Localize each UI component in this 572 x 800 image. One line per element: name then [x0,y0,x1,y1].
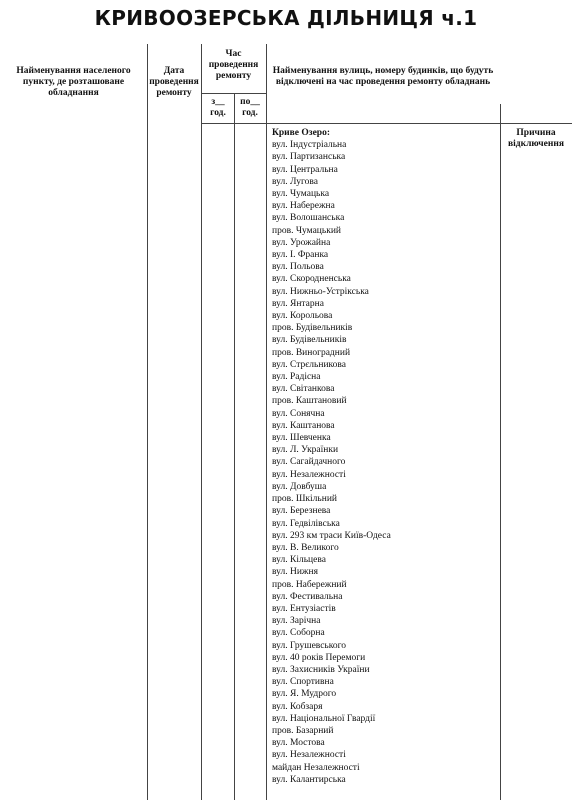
street-item: вул. Зарічна [272,616,321,627]
street-item: вул. Стрєльникова [272,359,346,370]
header-reason: Причина відключення [508,128,564,149]
column-divider [234,93,235,800]
header-settlement: Найменування населеного пункту, де розташоване обладнання [16,66,131,98]
row-divider [266,123,572,124]
settlement-name: Криве Озеро: [272,128,330,138]
street-item: вул. 293 км траси Київ-Одеса [272,530,391,541]
street-item: пров. Шкільний [272,494,337,505]
street-item: вул. Лугова [272,176,318,187]
header-repair-date: Дата проведення ремонту [149,66,199,98]
street-item: пров. Виноградний [272,347,351,358]
street-item: вул. Фестивальна [272,591,343,602]
header-streets: Найменування вулиць, номеру будинків, що будуть відключені на час проведення ремонту обладнань [272,66,494,87]
street-item: вул. Спортивна [272,677,334,688]
row-divider [201,123,266,124]
row-divider [201,93,266,94]
street-item: пров. Чумацький [272,225,341,236]
street-item: вул. Нижньо-Устрікська [272,286,369,297]
street-item: вул. Л. Українки [272,445,339,456]
street-item: пров. Будівельників [272,323,353,334]
street-item: вул. Каштанова [272,420,335,431]
street-item: вул. Урожайна [272,237,331,248]
street-item: пров. Набережний [272,579,347,590]
schedule-table [0,44,572,800]
street-item: вул. Волошанська [272,213,345,224]
street-item: вул. Гедвілівська [272,518,340,529]
page-title: КРИВООЗЕРСЬКА ДІЛЬНИЦЯ ч.1 [94,6,478,30]
street-item: вул. Скородненська [272,274,351,285]
street-item: вул. Національної Гвардії [272,713,376,724]
street-item: вул. Грушевського [272,640,347,651]
street-item: вул. Я. Мудрого [272,689,337,700]
street-item: вул. Сагайдачного [272,457,346,468]
street-item: майдан Незалежності [272,762,360,773]
street-item: вул. Центральна [272,164,338,175]
street-item: вул. 40 років Перемоги [272,652,366,663]
header-repair-time: Час проведення ремонту [208,49,259,81]
street-item: вул. В. Великого [272,542,339,553]
street-item: вул. Нижня [272,567,318,578]
street-item: вул. Набережна [272,201,335,212]
street-item: вул. Сонячна [272,408,325,419]
street-item: вул. Ентузіастів [272,603,336,614]
street-item: вул. Янтарна [272,298,324,309]
street-item: вул. Індустріальна [272,140,347,151]
street-item: вул. Світанкова [272,384,335,395]
column-divider [266,44,267,800]
column-divider [147,44,148,800]
street-item: вул. Радісна [272,372,321,383]
street-item: вул. Партизанська [272,152,346,163]
street-list [272,127,502,786]
street-item: вул. Довбуша [272,481,327,492]
street-item: вул. Шевченка [272,433,331,444]
street-item: вул. Будівельників [272,335,347,346]
header-time-from: з__ год. [210,97,226,118]
street-item: вул. Мостова [272,738,325,749]
street-item: вул. Калантирська [272,774,346,785]
street-item: вул. І. Франка [272,250,329,261]
street-item: пров. Каштановий [272,396,347,407]
street-item: вул. Соборна [272,628,325,639]
street-item: вул. Корольова [272,311,333,322]
street-item: вул. Кільцева [272,555,326,566]
street-item: вул. Чумацька [272,189,330,200]
street-item: вул. Кобзаря [272,701,323,712]
street-item: вул. Польова [272,262,324,273]
column-divider [201,44,202,800]
street-item: вул. Незалежності [272,750,346,761]
street-item: вул. Незалежності [272,469,346,480]
street-item: вул. Захисників України [272,664,370,675]
header-time-to: по__ год. [240,97,260,118]
street-item: пров. Базарний [272,725,334,736]
street-item: вул. Березнева [272,506,331,517]
